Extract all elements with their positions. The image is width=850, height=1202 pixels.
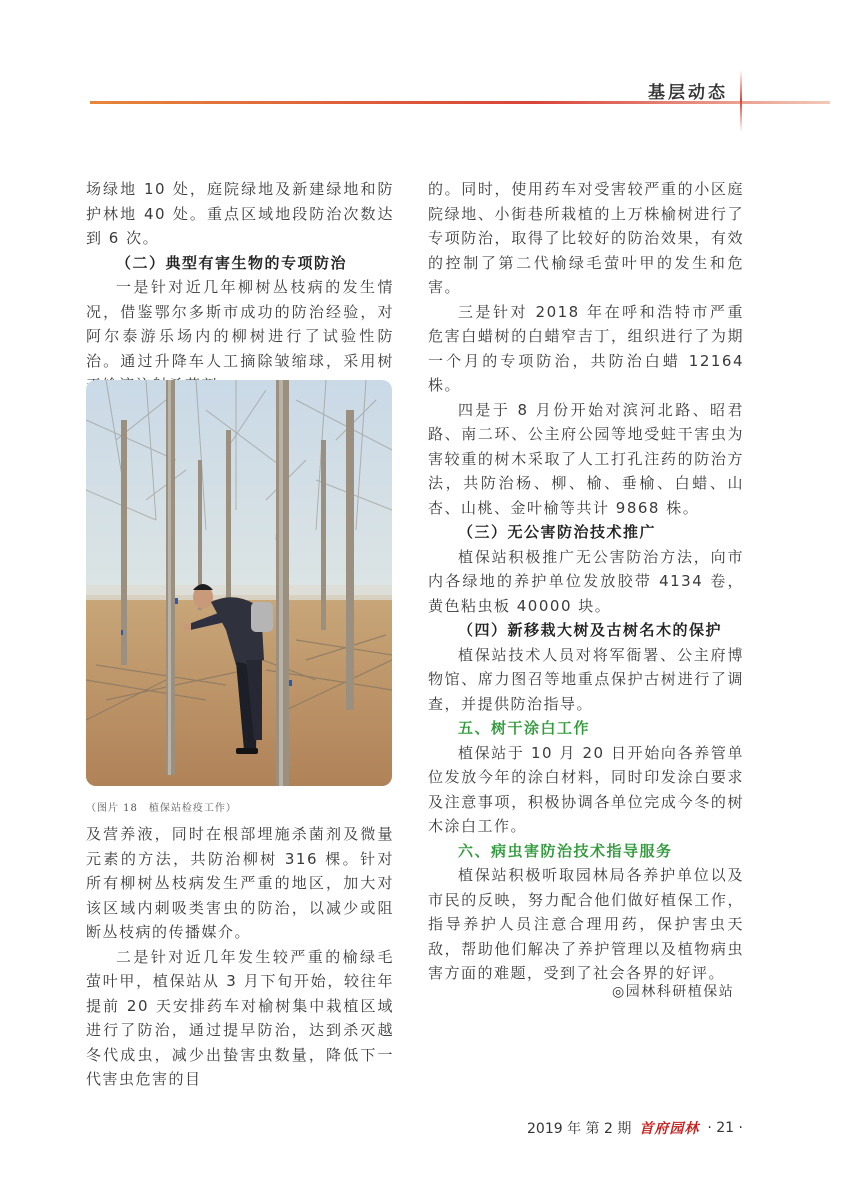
forest-photo-illustration bbox=[86, 380, 392, 786]
continued-paragraph: 场绿地 10 处，庭院绿地及新建绿地和防护林地 40 处。重点区域地段防治次数达到 6 次。 bbox=[86, 180, 394, 247]
body-paragraph: 四是于 8 月份开始对滨河北路、昭君路、南二环、公主府公园等地受蛀干害虫为害较重的树木采取了人工打孔注药的防治方法，共防治杨、柳、榆、垂榆、白蜡、山杏、山桃、金叶榆等共计 9868 株。 bbox=[428, 400, 744, 517]
body-paragraph: 一是针对近几年柳树丛枝病的发生情况，借鉴鄂尔多斯市成功的防治经验，对阿尔泰游乐场内的柳树进行了试验性防治。通过升降车人工摘除皱缩球，采用树 bbox=[86, 278, 394, 370]
body-paragraph: 植保站积极推广无公害防治方法，向市内各绿地的养护单位发放胶带 4134 卷，黄色粘虫板 40000 块。 bbox=[428, 547, 744, 615]
page-footer bbox=[527, 1118, 743, 1138]
section-heading: （三）无公害防治技术推广 bbox=[458, 523, 657, 541]
continued-paragraph: 及营养液，同时在根部埋施杀菌剂及微量元素的方法，共防治柳树 316 棵。针对所有柳树丛枝病发生严重的地区，加大对该区域内刺吸类害虫的防治，以减少或阻断丛枝病的传播媒介。 bbox=[86, 825, 394, 941]
body-paragraph: 二是针对近几年发生较严重的榆绿毛萤叶甲，植保站从 3 月下旬开始，较往年提前 20 天安排药车对榆树集中栽植区域进行了防治，通过提早防治，达到杀灭越冬代成虫，减少出蛰害虫数量，降低下一代害虫危害的目 bbox=[86, 947, 394, 1088]
issue-label: 2019 年 第 2 期 bbox=[527, 1121, 632, 1137]
body-paragraph: 植保站于 10 月 20 日开始向各养管单位发放今年的涂白材料，同时印发涂白要求及注意事项，积极协调各单位完成今冬的树木涂白工作。 bbox=[428, 743, 744, 835]
header-divider bbox=[740, 70, 742, 132]
continued-paragraph: 的。同时，使用药车对受害较严重的小区庭院绿地、小街巷所栽植的上万株榆树进行了专项防治，取得了比较好的防治效果，有效的控制了第二代榆绿毛萤叶甲的发生和危害。 bbox=[428, 180, 744, 296]
left-column-bottom bbox=[86, 822, 394, 1092]
photo-caption: （图片 18 植保站检疫工作） bbox=[86, 803, 237, 814]
magazine-logo: 首府园林 bbox=[639, 1121, 700, 1137]
section-heading-green: 五、树干涂白工作 bbox=[458, 719, 591, 737]
body-paragraph: 三是针对 2018 年在呼和浩特市严重危害白蜡树的白蜡窄吉丁，组织进行了为期一个月的专项防治，共防治白蜡 12164 株。 bbox=[428, 302, 744, 394]
body-paragraph: 植保站技术人员对将军衙署、公主府博物馆、席力图召等地重点保护古树进行了调查，并提供防治指导。 bbox=[428, 645, 744, 713]
section-heading: （二）典型有害生物的专项防治 bbox=[116, 253, 348, 272]
left-column-top bbox=[86, 177, 394, 398]
inspection-photo bbox=[86, 380, 392, 786]
right-column bbox=[428, 177, 744, 986]
body-paragraph: 植保站积极听取园林局各养护单位以及市民的反映，努力配合他们做好植保工作，指导养护人员注意合理用药，保护害虫天敌，帮助他们解决了养护管理以及植物病虫害方面的难题，受到了社会各界的好评。 bbox=[428, 866, 744, 982]
source-credit: ◎园林科研植保站 bbox=[612, 984, 735, 1000]
section-title: 基层动态 bbox=[648, 83, 728, 103]
page-number: · 21 · bbox=[707, 1120, 743, 1136]
section-heading: （四）新移栽大树及古树名木的保护 bbox=[458, 621, 723, 639]
section-heading-green: 六、病虫害防治技术指导服务 bbox=[458, 841, 673, 860]
